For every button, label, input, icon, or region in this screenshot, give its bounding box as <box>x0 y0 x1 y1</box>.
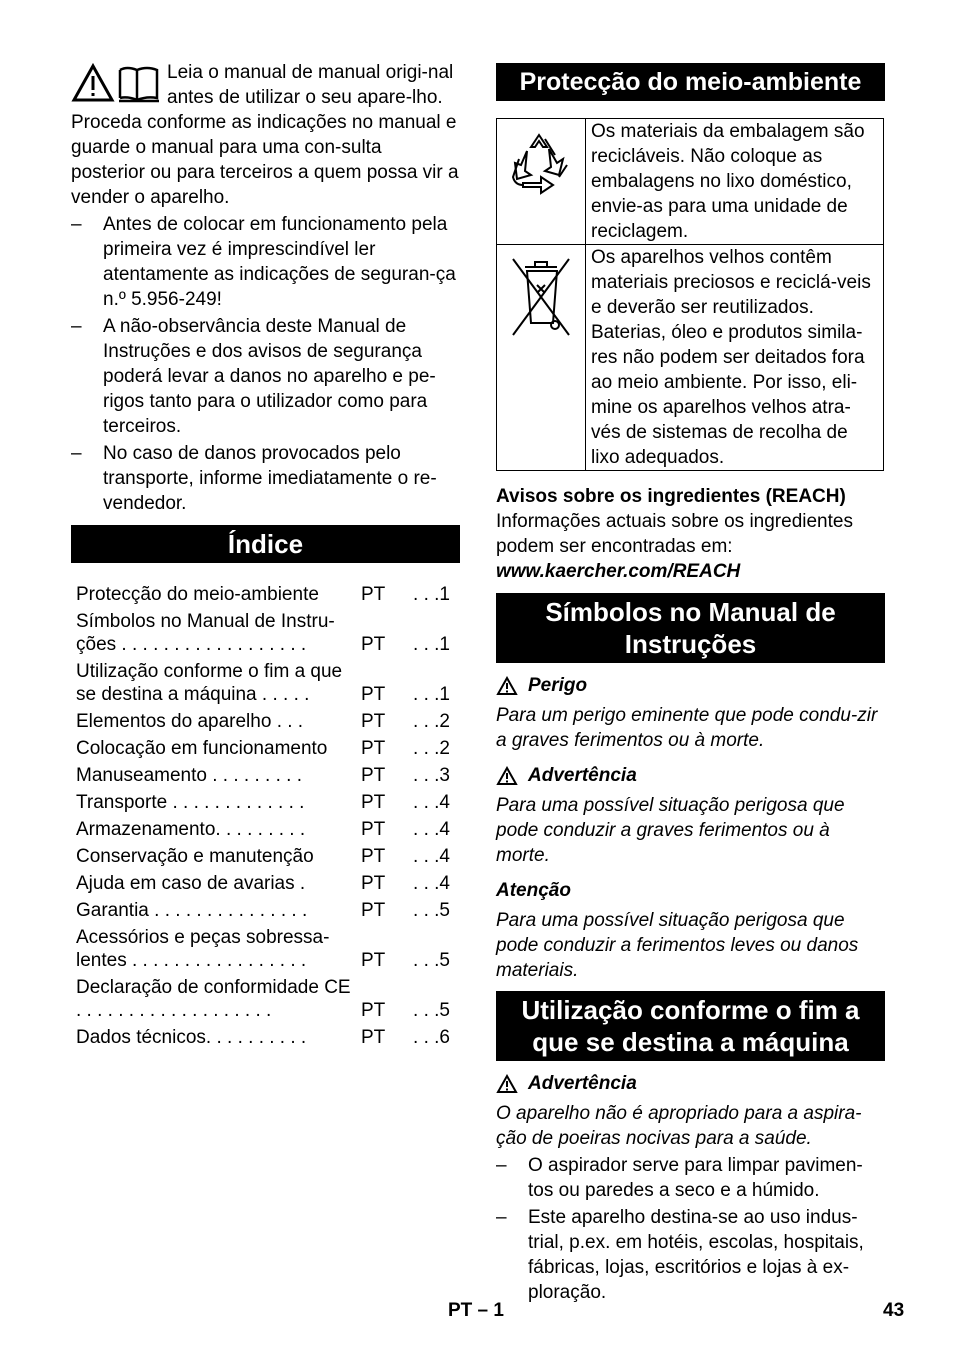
environment-heading: Protecção do meio-ambiente <box>496 63 885 101</box>
toc-entry-title: Declaração de conformidade CE . . . . . . . . . . . . . . . . . . . <box>76 977 351 1021</box>
danger-label: Perigo <box>528 675 588 696</box>
usage-warning-text: O aparelho não é apropriado para a aspira-ção de poeiras nocivas para a saúde. <box>496 1103 862 1149</box>
crossed-bin-icon <box>501 245 581 341</box>
table-row <box>71 706 460 733</box>
toc-entry-title: Ajuda em caso de avarias . <box>76 873 306 894</box>
intro-text: Leia o manual de manual origi-nal antes de utilizar o seu apare-lho. Proceda conforme as indicações no manual e guarde o manual para uma con-sulta posterior ou para terceiros a quem possa vir a vender o aparelho. <box>71 62 459 208</box>
symbols-heading: Símbolos no Manual de Instruções <box>496 593 885 663</box>
toc-entry-lang: PT <box>361 819 386 840</box>
table-row <box>71 1022 460 1049</box>
toc-entry-lang: PT <box>361 873 386 894</box>
reach-title: Avisos sobre os ingredientes (REACH) <box>496 486 846 507</box>
toc-entry-title: Colocação em funcionamento <box>76 738 328 759</box>
usage-warning-label: Advertência <box>528 1073 637 1094</box>
table-row <box>71 895 460 922</box>
table-row <box>71 656 460 706</box>
table-row <box>71 814 460 841</box>
toc-entry-page: . . .5 <box>413 950 450 971</box>
toc-entry-page: . . .1 <box>413 584 450 605</box>
toc-entry-page: . . .1 <box>413 634 450 655</box>
toc-entry-page: . . .4 <box>413 846 450 867</box>
toc-entry-title: Armazenamento. . . . . . . . . <box>76 819 306 840</box>
toc-entry-page: . . .5 <box>413 900 450 921</box>
table-row <box>71 787 460 814</box>
warning-label: Advertência <box>528 765 637 786</box>
toc-entry-page: . . .2 <box>413 711 450 732</box>
table-of-contents <box>71 579 460 1049</box>
toc-entry-title: Garantia . . . . . . . . . . . . . . . <box>76 900 308 921</box>
old-devices-text: Os aparelhos velhos contêm materiais preciosos e reciclá-veis e deverão ser reutilizados. Baterias, óleo e produtos simila-res não podem ser deitados fora ao meio ambiente. Por isso, eli-mine os aparelhos velhos atra-vés de sistemas de recolha de lixo adequados. <box>586 245 884 471</box>
toc-entry-page: . . .4 <box>413 819 450 840</box>
toc-entry-page: . . .6 <box>413 1027 450 1048</box>
intro-list <box>71 212 460 516</box>
toc-entry-lang: PT <box>361 846 386 867</box>
table-row <box>71 922 460 972</box>
caution-label: Atenção <box>496 880 571 901</box>
warning-manual-icon <box>71 60 163 106</box>
toc-entry-title: Utilização conforme o fim a que se destina a máquina . . . . . <box>76 661 343 705</box>
toc-entry-lang: PT <box>361 1027 386 1048</box>
list-item: – Este aparelho destina-se ao uso indus-trial, p.ex. em hotéis, escolas, hospitais, fábricas, lojas, escritórios e lojas à ex-ploração. <box>496 1205 885 1305</box>
toc-entry-page: . . .3 <box>413 765 450 786</box>
toc-entry-lang: PT <box>361 584 386 605</box>
warning-triangle-icon <box>496 766 518 786</box>
environment-table <box>496 118 884 471</box>
reach-url: www.kaercher.com/REACH <box>496 561 741 582</box>
list-item: – O aspirador serve para limpar pavimen-tos ou paredes a seco e a húmido. <box>496 1153 885 1203</box>
usage-list <box>496 1153 885 1305</box>
toc-entry-lang: PT <box>361 711 386 732</box>
packaging-text: Os materiais da embalagem são recicláveis. Não coloque as embalagens no lixo doméstico, envie-as para uma unidade de reciclagem. <box>586 119 884 245</box>
caution-text: Para uma possível situação perigosa que pode conduzir a ferimentos leves ou danos materiais. <box>496 910 859 981</box>
table-row <box>71 868 460 895</box>
warning-triangle-icon <box>496 676 518 696</box>
toc-entry-page: . . .2 <box>413 738 450 759</box>
danger-heading <box>496 673 885 698</box>
toc-entry-title: Elementos do aparelho . . . <box>76 711 304 732</box>
caution-heading <box>496 878 885 903</box>
page-number: 43 <box>883 1300 905 1321</box>
warning-triangle-icon <box>496 1074 518 1094</box>
toc-entry-lang: PT <box>361 1000 386 1021</box>
list-item: – A não-observância deste Manual de Instruções e dos avisos de segurança poderá levar a danos no aparelho e pe-rigos tanto para o utilizador como para terceiros. <box>71 314 460 439</box>
table-row <box>71 841 460 868</box>
danger-text: Para um perigo eminente que pode condu-zir a graves ferimentos ou à morte. <box>496 705 878 751</box>
intro-icons <box>71 60 163 106</box>
list-item: – No caso de danos provocados pelo transporte, informe imediatamente o re-vendedor. <box>71 441 460 516</box>
table-row <box>71 606 460 656</box>
toc-entry-lang: PT <box>361 765 386 786</box>
toc-entry-lang: PT <box>361 634 386 655</box>
reach-text: Informações actuais sobre os ingredientes podem ser encontradas em: <box>496 511 853 557</box>
bin-cell <box>497 245 586 471</box>
toc-entry-page: . . .1 <box>413 684 450 705</box>
index-heading: Índice <box>71 525 460 563</box>
toc-entry-page: . . .4 <box>413 873 450 894</box>
left-column <box>71 60 460 1049</box>
recycle-icon <box>501 119 581 219</box>
usage-heading: Utilização conforme o fim a que se destina a máquina <box>496 991 885 1061</box>
list-item: – Antes de colocar em funcionamento pela primeira vez é imprescindível ler atentamente as indicações de seguran-ça n.º 5.956-249! <box>71 212 460 312</box>
toc-entry-title: Símbolos no Manual de Instru-ções . . . . . . . . . . . . . . . . . . <box>76 611 335 655</box>
toc-entry-title: Protecção do meio-ambiente <box>76 584 319 605</box>
warning-text: Para uma possível situação perigosa que pode conduzir a graves ferimentos ou à morte. <box>496 795 845 866</box>
toc-entry-title: Conservação e manutenção <box>76 846 314 867</box>
warning-heading <box>496 763 885 788</box>
table-row <box>71 579 460 606</box>
toc-entry-title: Dados técnicos. . . . . . . . . . <box>76 1027 307 1048</box>
table-row <box>71 972 460 1022</box>
table-row <box>71 760 460 787</box>
toc-entry-lang: PT <box>361 792 386 813</box>
toc-entry-lang: PT <box>361 738 386 759</box>
usage-warning-heading <box>496 1071 885 1096</box>
toc-entry-title: Manuseamento . . . . . . . . . <box>76 765 302 786</box>
table-row <box>71 733 460 760</box>
footer-language-page: PT – 1 <box>448 1300 504 1321</box>
toc-entry-page: . . .4 <box>413 792 450 813</box>
toc-entry-lang: PT <box>361 900 386 921</box>
recycle-cell <box>497 119 586 245</box>
right-column <box>496 63 885 1307</box>
toc-entry-page: . . .5 <box>413 1000 450 1021</box>
toc-entry-title: Transporte . . . . . . . . . . . . . <box>76 792 305 813</box>
toc-entry-lang: PT <box>361 950 386 971</box>
toc-entry-title: Acessórios e peças sobressa-lentes . . . . . . . . . . . . . . . . . <box>76 927 330 971</box>
toc-entry-lang: PT <box>361 684 386 705</box>
